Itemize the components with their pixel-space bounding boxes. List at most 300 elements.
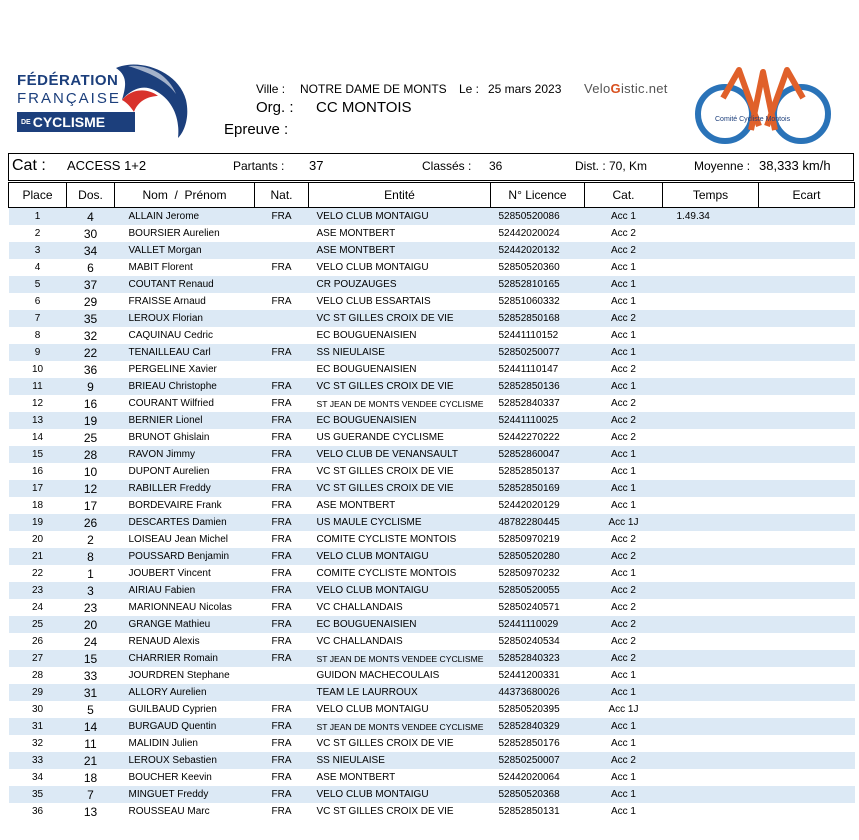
table-row: [9, 548, 855, 565]
cell-nom: JOUBERT Vincent: [128, 568, 211, 579]
cell-licence: 52852840323: [491, 650, 585, 667]
ffc-logo-line2: FRANÇAISE: [17, 90, 121, 107]
cell-entite: VC ST GILLES CROIX DE VIE: [309, 480, 491, 497]
cell-cat: Acc 1J: [585, 514, 663, 531]
cat-label: Cat :: [12, 157, 46, 174]
table-row: [9, 412, 855, 429]
cell-cat: Acc 2: [585, 242, 663, 259]
cc-montois-emblem-icon: [693, 62, 833, 147]
cell-place: 24: [31, 602, 44, 613]
cell-ecart: [759, 344, 855, 361]
cell-entite: VC CHALLANDAIS: [316, 602, 403, 613]
table-row: [9, 361, 855, 378]
cell-licence: 52441110025: [491, 412, 585, 429]
cell-entite: VC ST GILLES CROIX DE VIE: [316, 738, 454, 749]
table-row: [9, 752, 855, 769]
cell-entite: VC ST GILLES CROIX DE VIE: [316, 806, 454, 817]
cell-licence: 52852850137: [498, 466, 560, 477]
table-row: [9, 429, 855, 446]
table-row: [9, 684, 855, 701]
cell-place: 34: [31, 772, 44, 783]
cell-cat: Acc 1: [610, 262, 636, 273]
cell-cat: Acc 2: [610, 432, 636, 443]
table-row: [9, 463, 855, 480]
cc-montois-logo: [693, 62, 833, 147]
cell-temps: [663, 718, 759, 735]
cell-place: 2: [34, 228, 41, 239]
cell-place: 36: [31, 806, 44, 817]
cell-licence: 52850970219: [498, 534, 560, 545]
cell-cat: Acc 2: [610, 398, 636, 409]
cell-nat: FRA: [271, 296, 292, 307]
cell-cat: Acc 1: [585, 446, 663, 463]
cell-place: 26: [31, 636, 44, 647]
cell-ecart: [759, 497, 855, 514]
cell-place: 17: [9, 480, 67, 497]
cell-entite: EC BOUGUENAISIEN: [309, 616, 491, 633]
cell-temps: [663, 514, 759, 531]
cell-entite: COMITE CYCLISTE MONTOIS: [316, 534, 457, 545]
cell-place: 15: [9, 446, 67, 463]
cell-nom: BOURSIER Aurelien: [128, 228, 220, 239]
cell-cat: Acc 2: [610, 636, 636, 647]
cell-nom: MINGUET Freddy: [115, 786, 255, 803]
cell-licence: 52441200331: [498, 670, 560, 681]
cell-cat: Acc 2: [585, 616, 663, 633]
cell-dos: 8: [67, 548, 115, 565]
cell-place: 16: [31, 466, 44, 477]
cell-ecart: [759, 616, 855, 633]
cell-dos: 5: [87, 702, 94, 717]
cell-temps: [663, 497, 759, 514]
cell-nat: FRA: [271, 466, 292, 477]
cell-nom: MARIONNEAU Nicolas: [128, 602, 232, 613]
cell-licence: 52442020064: [498, 772, 560, 783]
cell-entite: SS NIEULAISE: [309, 752, 491, 769]
cell-ecart: [759, 208, 855, 226]
table-row: [9, 395, 855, 412]
cell-licence: 52442020132: [491, 242, 585, 259]
cell-nat: FRA: [255, 786, 309, 803]
table-row: [9, 208, 855, 226]
cell-ecart: [759, 667, 855, 684]
cell-nom: ROUSSEAU Marc: [128, 806, 210, 817]
cell-nat: FRA: [271, 500, 292, 511]
cell-entite: ASE MONTBERT: [316, 500, 396, 511]
ffc-logo-line1: FÉDÉRATION: [17, 72, 119, 89]
cell-dos: 10: [83, 464, 98, 479]
col-header-dos: Dos.: [67, 183, 115, 208]
table-row: [9, 497, 855, 514]
cell-cat: Acc 1: [610, 568, 636, 579]
cell-cat: Acc 1: [610, 772, 636, 783]
cell-nat: FRA: [271, 738, 292, 749]
cell-cat: Acc 2: [610, 228, 636, 239]
cell-entite: VELO CLUB MONTAIGU: [316, 262, 429, 273]
cell-nom: POUSSARD Benjamin: [115, 548, 255, 565]
cell-place: 21: [9, 548, 67, 565]
cell-licence: 52852840329: [491, 718, 585, 735]
cell-cat: Acc 1: [610, 670, 636, 681]
cell-nom: BERNIER Lionel: [115, 412, 255, 429]
classes-label: Classés :: [422, 159, 472, 173]
cell-entite: VELO CLUB MONTAIGU: [309, 786, 491, 803]
cell-nom: BORDEVAIRE Frank: [128, 500, 222, 511]
cell-ecart: [759, 735, 855, 752]
cell-nom: BRUNOT Ghislain: [128, 432, 210, 443]
table-row: [9, 378, 855, 395]
cell-licence: 44373680026: [491, 684, 585, 701]
cell-entite: VELO CLUB MONTAIGU: [316, 704, 429, 715]
ffc-logo-de: DE: [21, 119, 31, 127]
cell-nat: FRA: [255, 582, 309, 599]
date-value: 25 mars 2023: [488, 82, 562, 96]
cell-entite: VELO CLUB MONTAIGU: [309, 208, 491, 226]
cell-licence: 52442020024: [498, 228, 560, 239]
cell-nat: FRA: [255, 650, 309, 667]
cell-temps: [663, 565, 759, 582]
cell-entite: EC BOUGUENAISIEN: [309, 412, 491, 429]
cell-temps: [663, 310, 759, 327]
cell-dos: 14: [67, 718, 115, 735]
table-row: [9, 803, 855, 820]
ffc-logo: [13, 60, 198, 140]
cell-cat: Acc 2: [585, 582, 663, 599]
cell-dos: 29: [83, 294, 98, 309]
dist-label: Dist. : 70, Km: [575, 159, 648, 173]
table-row: [9, 480, 855, 497]
cell-ecart: [759, 429, 855, 446]
cell-dos: 30: [83, 226, 98, 241]
cell-nat: FRA: [255, 412, 309, 429]
cell-place: 6: [34, 296, 41, 307]
results-table: [8, 182, 855, 820]
cell-temps: [663, 242, 759, 259]
cell-cat: Acc 2: [585, 310, 663, 327]
cell-place: 32: [31, 738, 44, 749]
cell-place: 7: [9, 310, 67, 327]
ville-value: NOTRE DAME DE MONTS: [300, 82, 447, 96]
cell-nom: COUTANT Renaud: [115, 276, 255, 293]
cell-place: 13: [9, 412, 67, 429]
cell-nat: FRA: [255, 446, 309, 463]
cell-cat: Acc 1: [610, 296, 636, 307]
cell-cat: Acc 1: [610, 738, 636, 749]
cell-ecart: [759, 293, 855, 310]
date-label: Le :: [459, 82, 480, 96]
partants-label: Partants :: [233, 159, 285, 173]
cell-licence: 52850520395: [498, 704, 560, 715]
table-row: [9, 633, 855, 650]
cell-nom: LEROUX Sebastien: [115, 752, 255, 769]
cell-licence: 52850250007: [491, 752, 585, 769]
cell-nom: CAQUINAU Cedric: [128, 330, 213, 341]
cell-cat: Acc 2: [610, 364, 636, 375]
cell-nat: FRA: [255, 548, 309, 565]
moyenne-label: Moyenne :: [694, 159, 751, 173]
cell-dos: 23: [83, 600, 98, 615]
cell-nom: RENAUD Alexis: [128, 636, 200, 647]
cell-nom: CHARRIER Romain: [115, 650, 255, 667]
cell-dos: 19: [67, 412, 115, 429]
cell-nom: PERGELINE Xavier: [128, 364, 217, 375]
ffc-swoosh-icon: [108, 60, 203, 140]
cell-cat: Acc 2: [585, 548, 663, 565]
table-row: [9, 718, 855, 735]
org-value: CC MONTOIS: [316, 99, 412, 116]
table-row: [9, 344, 855, 361]
table-row: [9, 565, 855, 582]
table-row: [9, 650, 855, 667]
cell-place: 31: [9, 718, 67, 735]
cell-temps: [663, 480, 759, 497]
table-row: [9, 531, 855, 548]
cell-licence: 52852810165: [491, 276, 585, 293]
table-row: [9, 616, 855, 633]
cell-licence: 52441110029: [491, 616, 585, 633]
cell-dos: 34: [67, 242, 115, 259]
cell-place: 33: [9, 752, 67, 769]
cell-temps: [663, 667, 759, 684]
cell-nom: LEROUX Florian: [115, 310, 255, 327]
cell-licence: 48782280445: [491, 514, 585, 531]
cell-nom: BURGAUD Quentin: [115, 718, 255, 735]
cell-place: 19: [9, 514, 67, 531]
cell-temps: [663, 633, 759, 650]
cell-dos: 33: [83, 668, 98, 683]
cell-temps: [663, 616, 759, 633]
cell-nom: MABIT Florent: [128, 262, 193, 273]
cell-ecart: [759, 786, 855, 803]
col-header-cat: Cat.: [585, 183, 663, 208]
cell-cat: Acc 1: [585, 276, 663, 293]
table-row: [9, 446, 855, 463]
cell-ecart: [759, 242, 855, 259]
cell-dos: 12: [67, 480, 115, 497]
cell-ecart: [759, 684, 855, 701]
cell-nat: FRA: [255, 480, 309, 497]
velogistic-g: G: [610, 81, 621, 96]
cell-dos: 3: [67, 582, 115, 599]
cell-dos: 31: [67, 684, 115, 701]
org-label: Org. :: [256, 99, 294, 116]
cell-licence: 52442020129: [498, 500, 560, 511]
classes-value: 36: [489, 159, 503, 173]
cell-dos: 28: [67, 446, 115, 463]
cell-dos: 11: [84, 736, 97, 751]
cell-ecart: [759, 701, 855, 718]
cell-entite: ASE MONTBERT: [316, 228, 396, 239]
cell-entite: VELO CLUB ESSARTAIS: [316, 296, 431, 307]
cell-ecart: [759, 463, 855, 480]
summary-bar: [8, 153, 854, 181]
cell-temps: [663, 429, 759, 446]
col-header-temps: Temps: [663, 183, 759, 208]
table-row: [9, 310, 855, 327]
cell-cat: Acc 2: [610, 602, 636, 613]
cell-licence: 52850520055: [491, 582, 585, 599]
col-header-nom: Nom / Prénom: [115, 183, 255, 208]
cell-entite: ST JEAN DE MONTS VENDEE CYCLISME: [309, 650, 491, 667]
cell-licence: 52852850176: [498, 738, 560, 749]
cell-dos: 25: [83, 430, 98, 445]
cell-nat: FRA: [255, 752, 309, 769]
cell-dos: 15: [67, 650, 115, 667]
cell-nom: DUPONT Aurelien: [128, 466, 210, 477]
cell-temps: [663, 803, 759, 820]
cell-nat: [255, 684, 309, 701]
col-header-licence: N° Licence: [491, 183, 585, 208]
cell-ecart: [759, 225, 855, 242]
cell-nom: AIRIAU Fabien: [115, 582, 255, 599]
cell-place: 22: [31, 568, 44, 579]
cell-temps: [663, 701, 759, 718]
cell-licence: 52852850169: [491, 480, 585, 497]
cell-entite: US GUERANDE CYCLISME: [316, 432, 444, 443]
cell-ecart: [759, 412, 855, 429]
cell-ecart: [759, 327, 855, 344]
cell-dos: 21: [67, 752, 115, 769]
cell-place: 20: [31, 534, 44, 545]
cell-temps: [663, 548, 759, 565]
cell-cat: Acc 1: [585, 344, 663, 361]
table-row: [9, 582, 855, 599]
cell-temps: [663, 769, 759, 786]
epreuve-label: Epreuve :: [224, 121, 289, 138]
cell-dos: 16: [83, 396, 98, 411]
cell-temps: [663, 582, 759, 599]
table-row: [9, 599, 855, 616]
cell-ecart: [759, 582, 855, 599]
cell-entite: ASE MONTBERT: [316, 772, 396, 783]
cell-place: 28: [31, 670, 44, 681]
table-row: [9, 769, 855, 786]
table-row: [9, 242, 855, 259]
ville-label: Ville :: [256, 82, 286, 96]
cell-licence: 52850520280: [491, 548, 585, 565]
cell-temps: [663, 684, 759, 701]
cell-licence: 52850240571: [498, 602, 560, 613]
cell-ecart: [759, 361, 855, 378]
cell-nom: LOISEAU Jean Michel: [128, 534, 228, 545]
cell-temps: [663, 531, 759, 548]
cell-ecart: [759, 633, 855, 650]
cell-cat: Acc 1: [585, 786, 663, 803]
table-row: [9, 667, 855, 684]
cell-nat: FRA: [255, 208, 309, 226]
cell-place: 30: [31, 704, 44, 715]
cell-entite: VC CHALLANDAIS: [316, 636, 403, 647]
cell-entite: GUIDON MACHECOULAIS: [316, 670, 440, 681]
cell-ecart: [759, 378, 855, 395]
table-row: [9, 293, 855, 310]
cell-nom: RAVON Jimmy: [115, 446, 255, 463]
cell-nat: FRA: [271, 568, 292, 579]
cell-licence: 52850520368: [491, 786, 585, 803]
cell-ecart: [759, 718, 855, 735]
cell-nom: MALIDIN Julien: [128, 738, 198, 749]
cell-place: 1: [9, 208, 67, 226]
cell-licence: 52852850131: [498, 806, 560, 817]
cell-temps: [663, 344, 759, 361]
partants-value: 37: [309, 158, 324, 173]
cell-nat: FRA: [255, 718, 309, 735]
cell-cat: Acc 1: [585, 378, 663, 395]
cell-nat: [255, 327, 309, 344]
cell-nom: TENAILLEAU Carl: [115, 344, 255, 361]
cell-entite: VELO CLUB DE VENANSAULT: [309, 446, 491, 463]
cell-temps: [663, 327, 759, 344]
cell-dos: 7: [67, 786, 115, 803]
cell-licence: 52850240534: [498, 636, 560, 647]
cell-dos: 20: [67, 616, 115, 633]
cell-cat: Acc 1: [610, 806, 636, 817]
cell-entite: VELO CLUB MONTAIGU: [309, 582, 491, 599]
cell-nat: FRA: [271, 534, 292, 545]
cell-licence: 52442270222: [498, 432, 560, 443]
cell-place: 4: [34, 262, 41, 273]
cell-dos: 32: [83, 328, 98, 343]
cell-nat: [255, 310, 309, 327]
cell-dos: 9: [67, 378, 115, 395]
cell-licence: 52852850168: [491, 310, 585, 327]
cell-nom: ALLAIN Jerome: [115, 208, 255, 226]
cell-dos: 2: [87, 532, 94, 547]
cell-nat: FRA: [271, 806, 292, 817]
cell-place: 25: [9, 616, 67, 633]
results-body: [9, 208, 855, 821]
cell-temps: [663, 412, 759, 429]
cell-nat: [255, 225, 309, 242]
cell-temps: [663, 735, 759, 752]
cell-temps: [663, 225, 759, 242]
cell-cat: Acc 2: [585, 650, 663, 667]
cell-nat: FRA: [255, 514, 309, 531]
cell-licence: 52850970232: [498, 568, 560, 579]
cell-dos: 37: [67, 276, 115, 293]
table-row: [9, 276, 855, 293]
cell-licence: 52852860047: [491, 446, 585, 463]
cell-cat: Acc 1: [610, 466, 636, 477]
table-row: [9, 786, 855, 803]
cell-entite: EC BOUGUENAISIEN: [316, 364, 417, 375]
cell-ecart: [759, 752, 855, 769]
cell-nat: FRA: [271, 602, 292, 613]
col-header-entite: Entité: [309, 183, 491, 208]
cell-nat: FRA: [271, 432, 292, 443]
cell-dos: 17: [83, 498, 98, 513]
cell-place: 23: [9, 582, 67, 599]
cell-nat: FRA: [255, 344, 309, 361]
cell-temps: [663, 395, 759, 412]
cell-nat: FRA: [271, 398, 292, 409]
cell-nom: DESCARTES Damien: [115, 514, 255, 531]
cell-nom: BOUCHER Keevin: [128, 772, 212, 783]
cell-place: 12: [31, 398, 44, 409]
cell-nat: [255, 276, 309, 293]
cell-ecart: [759, 650, 855, 667]
cell-dos: 1: [87, 566, 94, 581]
cell-nat: FRA: [271, 262, 292, 273]
cell-nat: FRA: [271, 772, 292, 783]
table-header-row: [9, 183, 855, 208]
table-row: [9, 701, 855, 718]
col-header-place: Place: [9, 183, 67, 208]
cell-temps: [663, 361, 759, 378]
cell-temps: [663, 752, 759, 769]
cell-temps: [663, 599, 759, 616]
table-row: [9, 735, 855, 752]
